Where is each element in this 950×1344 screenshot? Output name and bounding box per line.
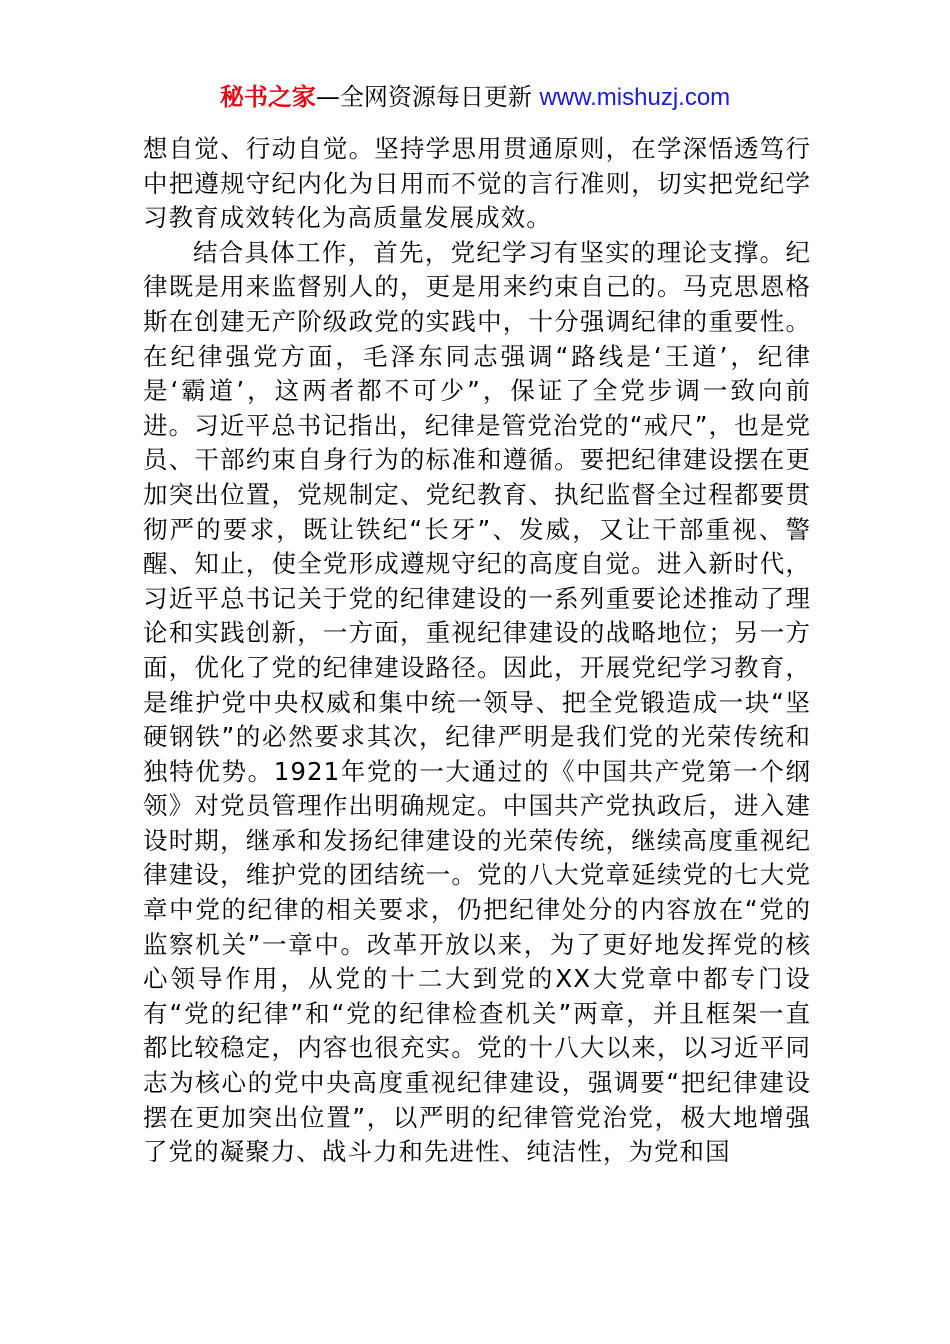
site-url-link[interactable]: www.mishuzj.com (539, 84, 731, 111)
site-tagline: 全网资源每日更新 (339, 83, 532, 111)
paragraph-main: 结合具体工作，首先，党纪学习有坚实的理论支撑。纪律既是用来监督别人的，更是用来约束自己的。马克思恩格斯在创建无产阶级政党的实践中，十分强调纪律的重要性。在纪律强党方面，毛泽东同志强调“路线是‘王道’，纪律是‘霸道’，这两者都不可少”，保证了全党步调一致向前进。习近平总书记指出，纪律是管党治党的“戒尺”，也是党员、干部约束自身行为的标准和遵循。要把纪律建设摆在更加突出位置，党规制定、党纪教育、执纪监督全过程都要贯彻严的要求，既让铁纪“长牙”、发威，又让干部重视、警醒、知止，使全党形成遵规守纪的高度自觉。进入新时代，习近平总书记关于党的纪律建设的一系列重要论述推动了理论和实践创新，一方面，重视纪律建设的战略地位；另一方面，优化了党的纪律建设路径。因此，开展党纪学习教育，是维护党中央权威和集中统一领导、把全党锻造成一块“坚硬钢铁”的必然要求其次，纪律严明是我们党的光荣传统和独特优势。1921年党的一大通过的《中国共产党第一个纲领》对党员管理作出明确规定。中国共产党执政后，进入建设时期，继承和发扬纪律建设的光荣传统，继续高度重视纪律建设，维护党的团结统一。党的八大党章延续党的七大党章中党的纪律的相关要求，仍把纪律处分的内容放在“党的监察机关”一章中。改革开放以来，为了更好地发挥党的核心领导作用，从党的十二大到党的XX大党章中都专门设有“党的纪律”和“党的纪律检查机关”两章，并且框架一直都比较稳定，内容也很充实。党的十八大以来，以习近平同志为核心的党中央高度重视纪律建设，强调要“把纪律建设摆在更加突出位置”，以严明的纪律管党治党，极大地增强了党的凝聚力、战斗力和先进性、纯洁性，为党和国 (143, 237, 811, 1167)
site-header (0, 80, 950, 115)
site-brand: 秘书之家 (219, 83, 316, 111)
paragraph-continuation: 想自觉、行动自觉。坚持学思用贯通原则，在学深悟透笃行中把遵规守纪内化为日用而不觉的言行准则，切实把党纪学习教育成效转化为高质量发展成效。 (143, 134, 811, 233)
header-dash: — (315, 83, 340, 111)
document-body (143, 132, 811, 1170)
